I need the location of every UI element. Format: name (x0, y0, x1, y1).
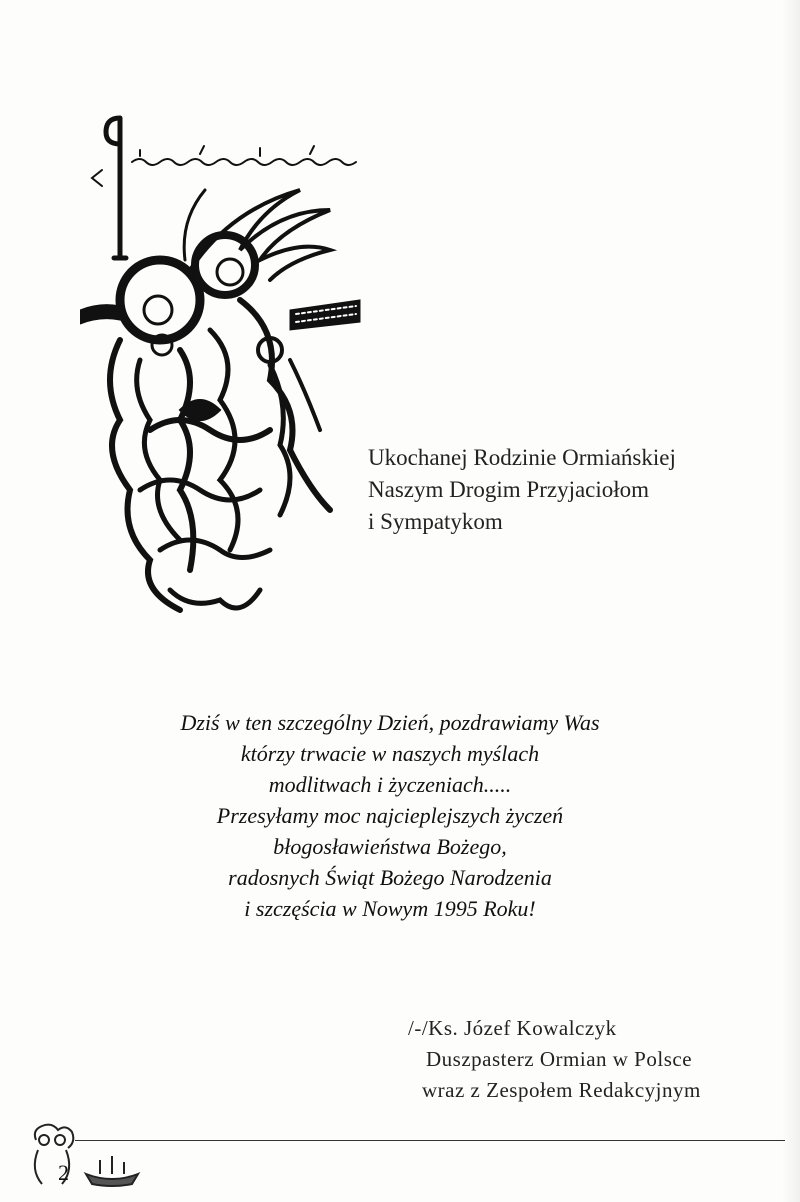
owl-ornament-icon (28, 1120, 78, 1190)
signature-team: wraz z Zespołem Redakcyjnym (422, 1078, 701, 1102)
signature-name: /-/Ks. Józef Kowalczyk (408, 1016, 617, 1040)
signature-block (408, 1013, 701, 1106)
dedication-line: Ukochanej Rodzinie Ormiańskiej (368, 445, 676, 470)
greeting-line: którzy trwacie w naszych myślach (240, 741, 540, 766)
greeting-line: radosnych Świąt Bożego Narodzenia (228, 865, 552, 890)
dedication-line: i Sympatykom (368, 509, 503, 534)
footer-rule (75, 1140, 785, 1141)
greeting-line: i szczęścia w Nowym 1995 Roku! (244, 896, 536, 921)
signature-title: Duszpasterz Ormian w Polsce (426, 1047, 693, 1071)
greeting-text (130, 707, 650, 924)
page-edge-shadow (782, 0, 800, 1202)
greeting-line: Dziś w ten szczególny Dzień, pozdrawiamy Was (180, 710, 600, 735)
greeting-line: błogosławieństwa Bożego, (273, 834, 507, 859)
greeting-line: Przesyłamy moc najcieplejszych życzeń (216, 803, 564, 828)
ship-ornament-icon (82, 1150, 142, 1190)
dedication-block (368, 442, 676, 538)
page-number: 2 (58, 1160, 69, 1185)
angel-holy-family-icon (80, 110, 380, 640)
dedication-line: Naszym Drogim Przyjaciołom (368, 477, 650, 502)
greeting-line: modlitwach i życzeniach..... (268, 772, 512, 797)
